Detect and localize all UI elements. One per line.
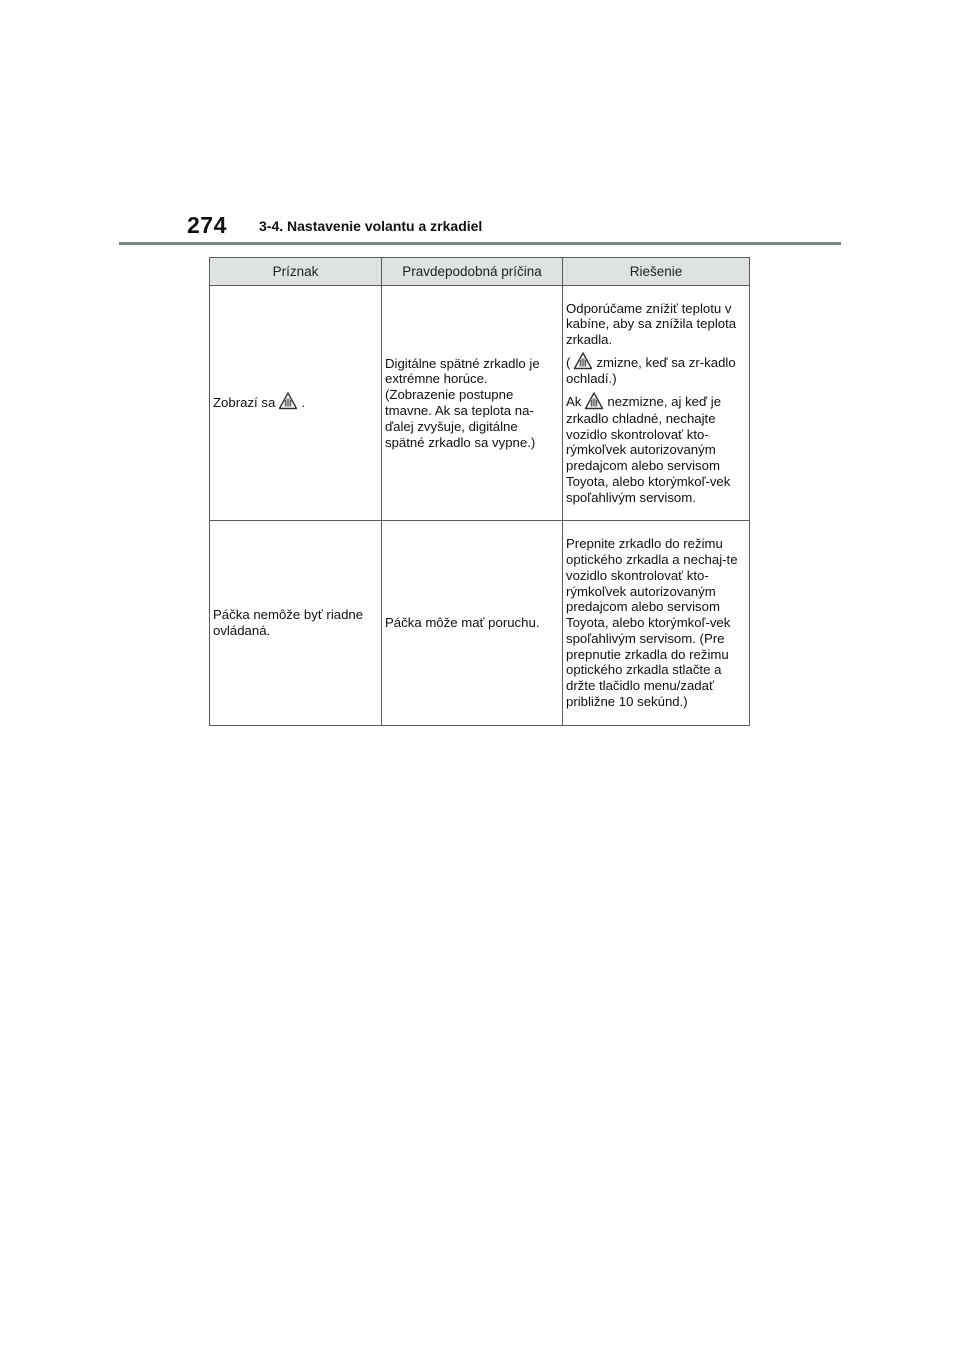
- solution-p2-before: (: [566, 354, 571, 370]
- column-header-cause: Pravdepodobná príčina: [382, 258, 563, 286]
- symptom-cell: [210, 286, 382, 521]
- cause-cell: [382, 286, 563, 521]
- section-title: 3-4. Nastavenie volantu a zrkadiel: [259, 218, 483, 234]
- table-header-row: [210, 258, 750, 286]
- table-row: [210, 286, 750, 521]
- mirror-heat-warning-icon: [278, 391, 298, 411]
- cause-cell: [382, 521, 563, 726]
- solution-text: Prepnite zrkadlo do režimu optického zrkadla a nechaj-te vozidlo skontrolovať kto-rýmkoľvek autorizovaným predajcom alebo servisom Toyota, alebo ktorýmkoľ-vek spoľahlivým servisom. (Pre prepnutie zrkadla do režimu optického zrkadla stlačte a držte tlačidlo menu/zadať približne 10 sekúnd.): [566, 536, 738, 710]
- solution-cell: [563, 286, 750, 521]
- column-header-symptom: Príznak: [210, 258, 382, 286]
- solution-p2-after: zmizne, keď sa zr-kadlo ochladí.): [566, 354, 736, 387]
- symptom-text: Páčka nemôže byť riadne ovládaná.: [213, 607, 364, 638]
- solution-paragraph-2: [566, 355, 745, 387]
- troubleshooting-table: [209, 257, 750, 726]
- solution-paragraph-1: Odporúčame znížiť teplotu v kabíne, aby sa znížila teplota zrkadla.: [566, 300, 737, 348]
- header-rule: [119, 242, 841, 245]
- table-row: [210, 521, 750, 726]
- cause-text: Páčka môže mať poruchu.: [385, 615, 540, 631]
- solution-p3-before: Ak: [566, 394, 582, 410]
- column-header-solution: Riešenie: [563, 258, 750, 286]
- cause-text: Digitálne spätné zrkadlo je extrémne horúce. (Zobrazenie postupne tmavne. Ak sa teplota na-ďalej zvyšuje, digitálne spätné zrkadlo sa vypne.): [385, 355, 540, 450]
- mirror-heat-warning-icon: [584, 391, 604, 411]
- solution-p3-after: nezmizne, aj keď je zrkadlo chladné, nechajte vozidlo skontrolovať kto-rýmkoľvek autorizovaným predajcom alebo servisom Toyota, alebo ktorýmkoľ-vek spoľahlivým servisom.: [566, 394, 731, 505]
- solution-cell: [563, 521, 750, 726]
- symptom-text-after: .: [301, 394, 305, 410]
- symptom-text-before: Zobrazí sa: [213, 394, 276, 410]
- symptom-cell: [210, 521, 382, 726]
- page-number: 274: [187, 212, 227, 238]
- mirror-heat-warning-icon: [573, 351, 593, 371]
- solution-paragraph-3: [566, 394, 745, 505]
